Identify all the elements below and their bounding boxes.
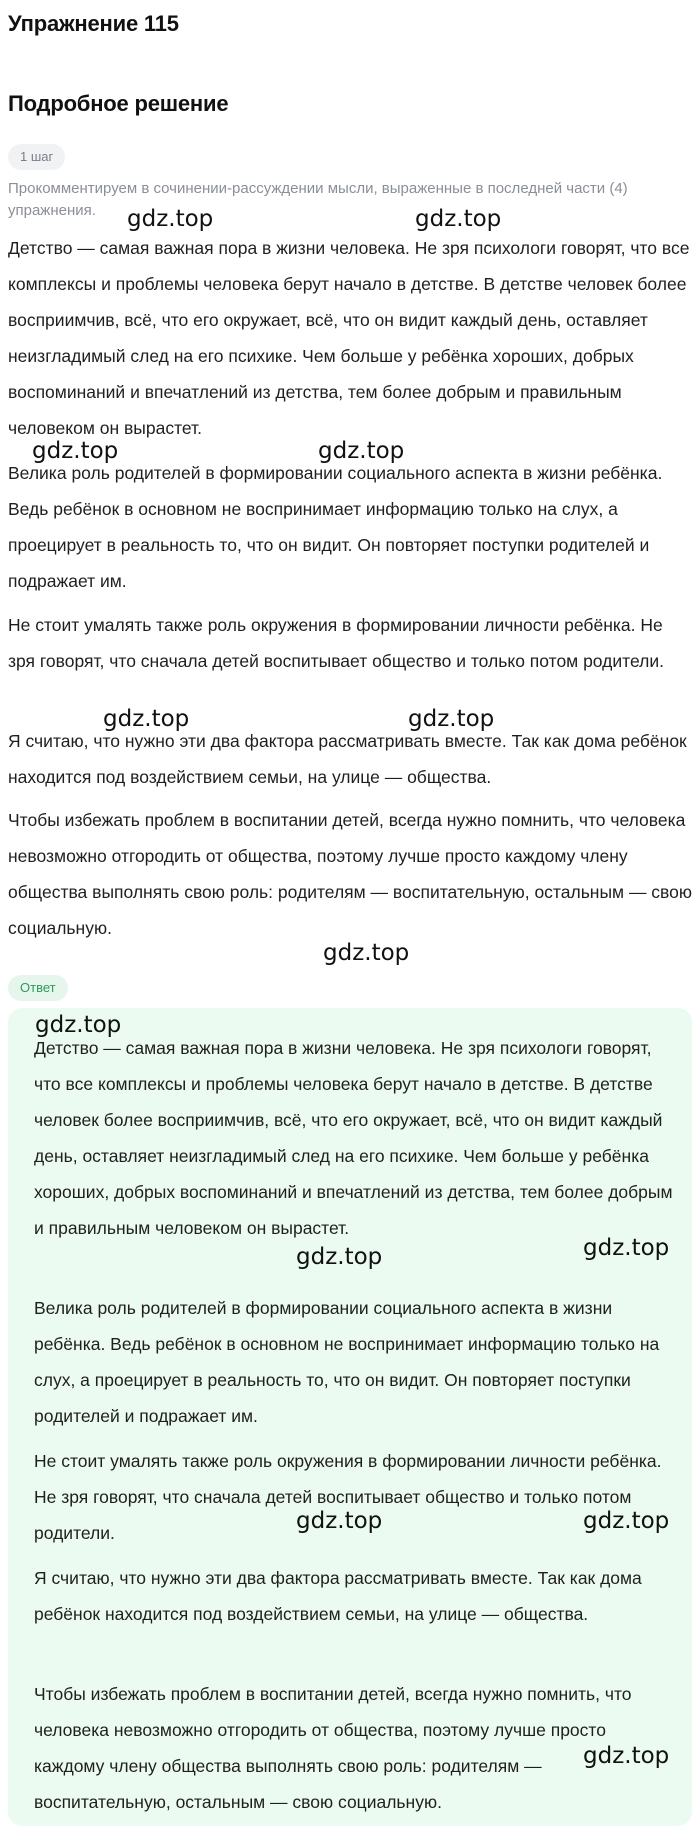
watermark: gdz.top	[35, 1012, 122, 1038]
step-description: Прокомментируем в сочинении-рассуждении мысли, выраженные в последней части (4) упражнения.	[8, 180, 628, 219]
solution-paragraph: Не стоит умалять также роль окружения в формировании личности ребёнка. Не зря говорят, что сначала детей воспитывает общество и только потом родители.	[8, 615, 664, 671]
page-title: Упражнение 115	[8, 11, 179, 36]
solution-paragraph: Чтобы избежать проблем в воспитании детей, всегда нужно помнить, что человека невозможно отгородить от общества, поэтому лучше просто каждому члену общества выполнять свою роль: родителям — воспитательную, остальным — свою социальную.	[8, 810, 693, 938]
watermark: gdz.top	[583, 1235, 670, 1261]
answer-box	[8, 1008, 692, 1826]
answer-paragraph: Детство — самая важная пора в жизни человека. Не зря психологи говорят, что все комплексы и проблемы человека берут начало в детстве. В детстве человек более восприимчив, всё, что его окружает, всё, что он видит каждый день, оставляет неизгладимый след на его психике. Чем больше у ребёнка хороших, добрых воспоминаний и впечатлений из детства, тем более добрым и правильным человеком он вырастет.	[34, 1038, 673, 1238]
solution-paragraph: Детство — самая важная пора в жизни человека. Не зря психологи говорят, что все комплексы и проблемы человека берут начало в детстве. В детстве человек более восприимчив, всё, что его окружает, всё, что он видит каждый день, оставляет неизгладимый след на его психике. Чем больше у ребёнка хороших, добрых воспоминаний и впечатлений из детства, тем более добрым и правильным человеком он вырастет.	[8, 238, 690, 438]
answer-badge: Ответ	[8, 975, 68, 1001]
watermark: gdz.top	[32, 438, 119, 464]
watermark: gdz.top	[415, 206, 502, 232]
watermark: gdz.top	[296, 1508, 383, 1534]
answer-paragraph: Чтобы избежать проблем в воспитании детей, всегда нужно помнить, что человека невозможно отгородить от общества, поэтому лучше просто каждому члену общества выполнять свою роль: родителям — воспитательную, остальным — свою социальную.	[34, 1684, 632, 1812]
solution-paragraph: Велика роль родителей в формировании социального аспекта в жизни ребёнка. Ведь ребёнок в основном не воспринимает информацию только на слух, а проецирует в реальность то, что он видит. Он повторяет поступки родителей и подражает им.	[8, 463, 663, 591]
answer-paragraph: Не стоит умалять также роль окружения в формировании личности ребёнка. Не зря говорят, что сначала детей воспитывает общество и только потом родители.	[34, 1451, 662, 1543]
solution-paragraph: Я считаю, что нужно эти два фактора рассматривать вместе. Так как дома ребёнок находится под воздействием семьи, на улице — общества.	[8, 731, 687, 787]
section-title: Подробное решение	[8, 91, 229, 116]
answer-paragraph: Я считаю, что нужно эти два фактора рассматривать вместе. Так как дома ребёнок находится под воздействием семьи, на улице — общества.	[34, 1568, 642, 1624]
answer-paragraph: Велика роль родителей в формировании социального аспекта в жизни ребёнка. Ведь ребёнок в основном не воспринимает информацию только на слух, а проецирует в реальность то, что он видит. Он повторяет поступки родителей и подражает им.	[34, 1298, 660, 1426]
watermark: gdz.top	[318, 438, 405, 464]
watermark: gdz.top	[583, 1508, 670, 1534]
step-badge: 1 шаг	[8, 144, 65, 170]
watermark: gdz.top	[296, 1244, 383, 1270]
watermark: gdz.top	[103, 706, 190, 732]
watermark: gdz.top	[323, 940, 410, 966]
watermark: gdz.top	[127, 206, 214, 232]
watermark: gdz.top	[408, 706, 495, 732]
watermark: gdz.top	[583, 1743, 670, 1769]
